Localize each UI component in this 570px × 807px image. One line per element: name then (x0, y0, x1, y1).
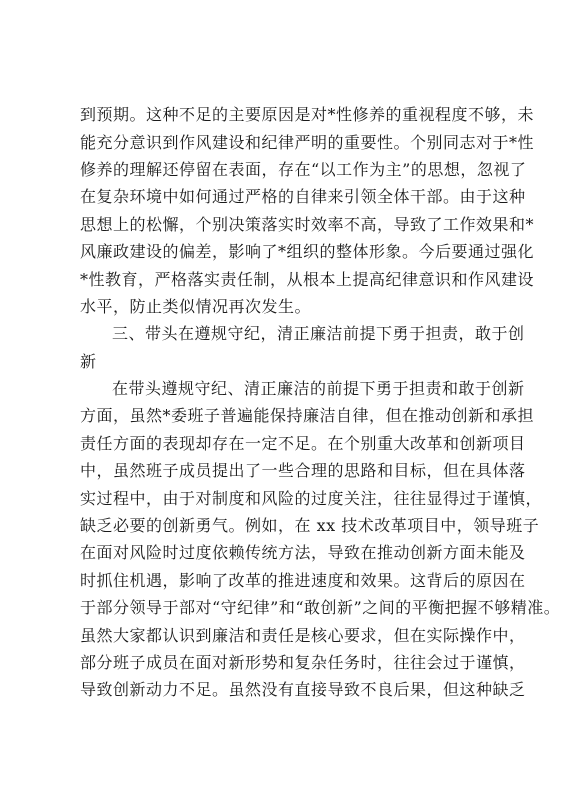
paragraph-line: 思想上的松懈，个别决策落实时效率不高，导致了工作效果和* (80, 215, 535, 234)
paragraph-line: 实过程中，由于对制度和风险的过度关注，往往显得过于谨慎， (80, 489, 543, 508)
paragraph-line: 水平，防止类似情况再次发生。 (80, 297, 312, 316)
paragraph-line: 能充分意识到作风建设和纪律严明的重要性。个别同志对于*性 (80, 133, 535, 152)
paragraph-line: 时抓住机遇，影响了改革的推进速度和效果。这背后的原因在 (80, 571, 526, 590)
paragraph-line: 方面，虽然*委班子普遍能保持廉洁自律，但在推动创新和承担 (80, 406, 535, 425)
paragraph-line: 责任方面的表现却存在一定不足。在个别重大改革和创新项目 (80, 434, 526, 453)
paragraph-line: 在复杂环境中如何通过严格的自律来引领全体干部。由于这种 (80, 187, 526, 206)
paragraph-line: *性教育，严格落实责任制，从根本上提高纪律意识和作风建设 (80, 270, 535, 289)
paragraph-line: 在面对风险时过度依赖传统方法，导致在推动创新方面未能及 (80, 543, 526, 562)
paragraph-line: 风廉政建设的偏差，影响了*组织的整体形象。今后要通过强化 (80, 242, 535, 261)
section-heading: 三、带头在遵规守纪，清正廉洁前提下勇于担责，敢于创 (112, 324, 525, 343)
paragraph-line: 中，虽然班子成员提出了一些合理的思路和目标，但在具体落 (80, 461, 526, 480)
paragraph-line: 虽然大家都认识到廉洁和责任是核心要求，但在实际操作中， (80, 626, 526, 645)
paragraph-line: 修养的理解还停留在表面，存在“以工作为主”的思想，忽视了 (80, 160, 527, 179)
paragraph-line: 缺乏必要的创新勇气。例如，在 xx 技术改革项目中，领导班子 (80, 516, 540, 535)
section-heading-continued: 新 (80, 352, 97, 371)
paragraph-line: 于部分领导于部对“守纪律”和“敢创新”之间的平衡把握不够精准。 (80, 598, 561, 617)
paragraph-line: 导致创新动力不足。虽然没有直接导致不良后果，但这种缺乏 (80, 680, 526, 699)
paragraph-line: 部分班子成员在面对新形势和复杂任务时，往往会过于谨慎， (80, 653, 526, 672)
paragraph-line: 在带头遵规守纪、清正廉洁的前提下勇于担责和敢于创新 (112, 379, 525, 398)
paragraph-line: 到预期。这种不足的主要原因是对*性修养的重视程度不够，未 (80, 105, 535, 124)
